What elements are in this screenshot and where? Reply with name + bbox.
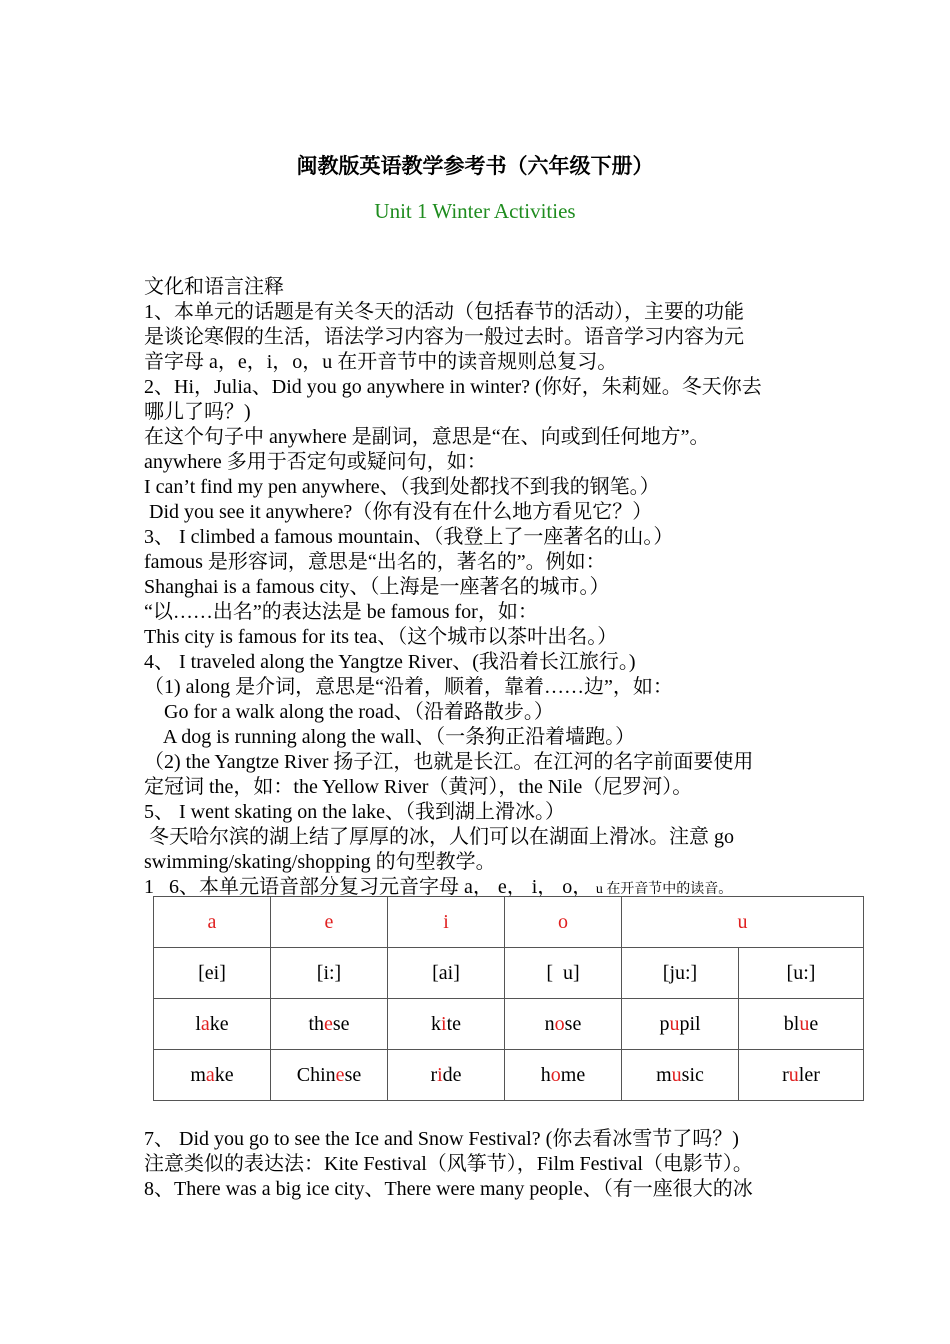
word-cell [154, 999, 271, 1050]
word-part: ler [798, 1063, 820, 1086]
word-part: de [442, 1063, 462, 1086]
text-line: 定冠词 the，如：the Yellow River（黄河），the Nile（尼罗河）。 [144, 776, 693, 798]
word-vowel-highlight: e [324, 1012, 333, 1035]
word-cell [154, 1050, 271, 1101]
text-line: 哪儿了吗？) [144, 401, 251, 423]
text-line: “以……出名”的表达法是 be famous for，如： [144, 601, 538, 623]
text-line: Shanghai is a famous city、（上海是一座著名的城市。） [144, 576, 610, 598]
word-part: r [430, 1063, 438, 1086]
word-cell [739, 1050, 864, 1101]
word-cell [505, 999, 622, 1050]
word-vowel-highlight: a [200, 1012, 210, 1035]
word-vowel-highlight: a [205, 1063, 215, 1086]
sound-cell: [ u] [505, 948, 622, 999]
word-part: m [656, 1063, 672, 1086]
text-line: 4、 I traveled along the Yangtze River、(我沿着长江旅行。) [144, 651, 636, 673]
word-part: ke [214, 1063, 234, 1086]
word-cell [388, 1050, 505, 1101]
letter-cell-a: a [154, 897, 271, 948]
word-part: se [564, 1012, 582, 1035]
text-line: 7、 Did you go to see the Ice and Snow Festival? (你去看冰雪节了吗？) [144, 1128, 739, 1150]
word-cell [271, 999, 388, 1050]
unit-heading: Unit 1 Winter Activities [374, 199, 576, 223]
word-cell [271, 1050, 388, 1101]
word-cell [505, 1050, 622, 1101]
word-vowel-highlight: i [441, 1012, 447, 1035]
text-line: anywhere 多用于否定句或疑问句，如： [144, 451, 487, 473]
word-part: Chin [296, 1063, 336, 1086]
letter-cell-i: i [388, 897, 505, 948]
text-line: 5、 I went skating on the lake、（我到湖上滑冰。） [144, 801, 566, 823]
word-part: te [446, 1012, 461, 1035]
word-part: me [560, 1063, 586, 1086]
section-heading: 文化和语言注释 [144, 276, 284, 298]
text-line: swimming/skating/shopping 的句型教学。 [144, 851, 496, 873]
word-part: se [332, 1012, 350, 1035]
table-row-words-1 [154, 999, 864, 1050]
word-vowel-highlight: u [671, 1063, 682, 1086]
word-part: th [308, 1012, 324, 1035]
text-line: 是谈论寒假的生活，语法学习内容为一般过去时。语音学习内容为元 [144, 326, 744, 348]
word-part: m [190, 1063, 206, 1086]
sound-cell: [ai] [388, 948, 505, 999]
table-row-sounds [154, 948, 864, 999]
word-part: bl [783, 1012, 800, 1035]
letter-cell-u: u [622, 897, 864, 948]
sound-cell: [i:] [271, 948, 388, 999]
text-line: 1、本单元的话题是有关冬天的活动（包括春节的活动），主要的功能 [144, 301, 744, 323]
word-part: h [540, 1063, 551, 1086]
text-line: 3、 I climbed a famous mountain、（我登上了一座著名的山。） [144, 526, 674, 548]
table-row-words-2 [154, 1050, 864, 1101]
sound-cell: [u:] [739, 948, 864, 999]
word-part: sic [681, 1063, 704, 1086]
word-cell [622, 999, 739, 1050]
word-part: e [809, 1012, 819, 1035]
word-part: l [195, 1012, 201, 1035]
text-line: famous 是形容词，意思是“出名的，著名的”。例如： [144, 551, 606, 573]
sound-cell: [ju:] [622, 948, 739, 999]
text-line: 注意类似的表达法：Kite Festival（风筝节），Film Festival（电影节）。 [144, 1153, 753, 1175]
word-cell [388, 999, 505, 1050]
text-line: 在这个句子中 anywhere 是副词，意思是“在、向或到任何地方”。 [144, 426, 710, 448]
word-vowel-highlight: o [554, 1012, 565, 1035]
word-part: se [344, 1063, 362, 1086]
text-line: A dog is running along the wall、（一条狗正沿着墙跑。） [144, 726, 636, 748]
word-vowel-highlight: u [669, 1012, 680, 1035]
word-cell [622, 1050, 739, 1101]
sound-cell: [ei] [154, 948, 271, 999]
word-part: n [544, 1012, 555, 1035]
word-vowel-highlight: i [437, 1063, 443, 1086]
text-line: Go for a walk along the road、（沿着路散步。） [144, 701, 554, 723]
text-line: 冬天哈尔滨的湖上结了厚厚的冰，人们可以在湖面上滑冰。注意 go [144, 826, 734, 848]
word-vowel-highlight: u [788, 1063, 799, 1086]
text-line: I can’t find my pen anywhere、（我到处都找不到我的钢笔。） [144, 476, 660, 498]
letter-cell-o: o [505, 897, 622, 948]
word-vowel-highlight: u [799, 1012, 810, 1035]
word-cell [739, 999, 864, 1050]
page-title: 闽教版英语教学参考书（六年级下册） [296, 154, 654, 178]
letter-cell-e: e [271, 897, 388, 948]
text-line: （1) along 是介词，意思是“沿着，顺着，靠着……边”，如： [144, 676, 673, 698]
notes-body-continued [144, 1127, 834, 1202]
text-line: 2、Hi，Julia、Did you go anywhere in winter? (你好，朱莉娅。冬天你去 [144, 376, 762, 398]
word-part: pil [679, 1012, 701, 1035]
table-row-letters [154, 897, 864, 948]
text-line: 音字母 a，e，i，o，u 在开音节中的读音规则总复习。 [144, 351, 618, 373]
text-line: （2) the Yangtze River 扬子江，也就是长江。在江河的名字前面要使用 [144, 751, 754, 773]
word-part: ke [209, 1012, 229, 1035]
text-line: 8、There was a big ice city、There were many people、（有一座很大的冰 [144, 1178, 753, 1200]
word-part: p [659, 1012, 670, 1035]
word-vowel-highlight: o [550, 1063, 561, 1086]
item6-main-text: 1 6、本单元语音部分复习元音字母 a， e， i， o， [144, 876, 593, 898]
item6-small-text: u 在开音节中的读音。 [592, 882, 733, 897]
notes-body [144, 275, 834, 900]
text-line: Did you see it anywhere?（你有没有在什么地方看见它？） [144, 501, 653, 523]
vowel-table [153, 896, 864, 1101]
text-line: This city is famous for its tea、（这个城市以茶叶出名。） [144, 626, 618, 648]
word-part: r [782, 1063, 789, 1086]
word-vowel-highlight: e [335, 1063, 345, 1086]
word-part: k [431, 1012, 441, 1035]
